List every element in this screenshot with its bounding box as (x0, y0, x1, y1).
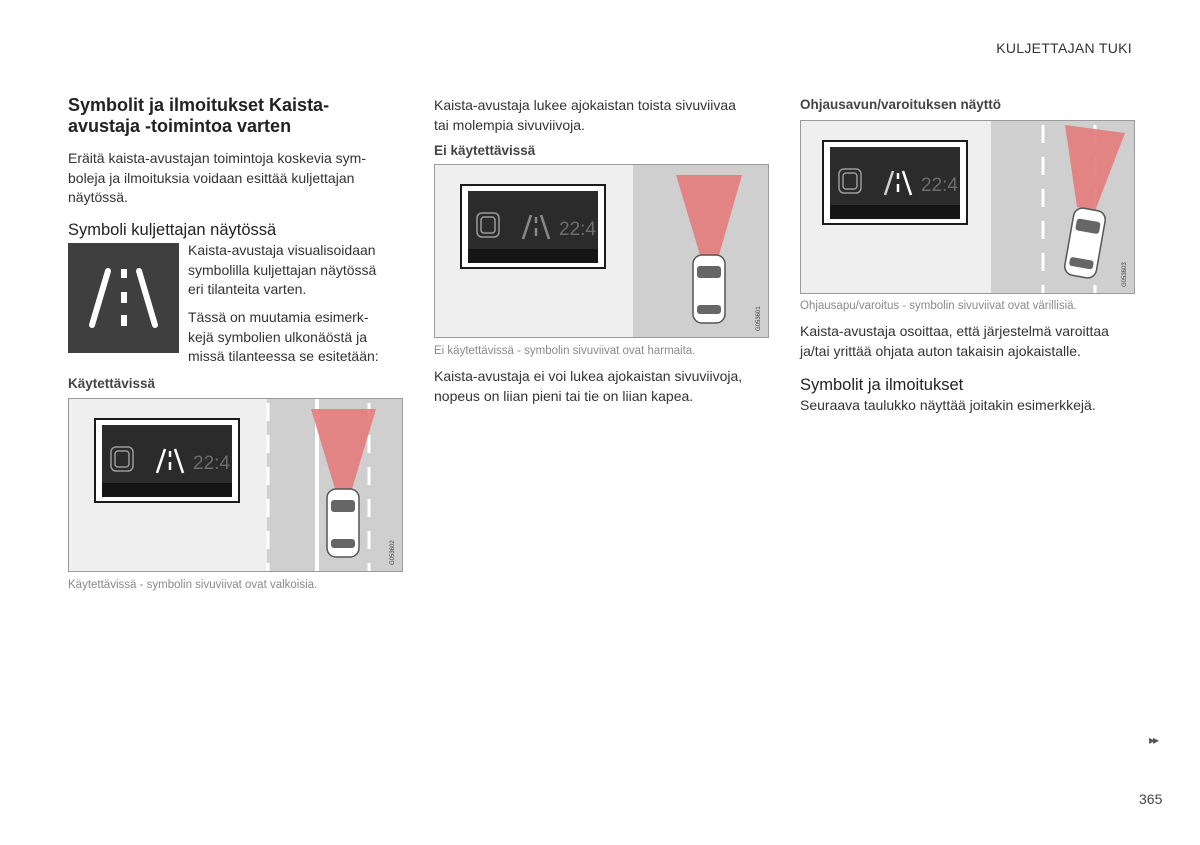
lane-assist-icon (68, 243, 179, 353)
display-clock: 22:4 (559, 219, 596, 240)
symbol-subtitle: Symboli kuljettajan näytössä (68, 221, 277, 239)
not-available-heading: Ei käytettävissä (434, 143, 536, 158)
col2-body: Kaista-avustaja ei voi lukea ajokaistan sivuviivoja, nopeus on liian pieni tai tie on liian kapea. (434, 368, 743, 404)
display-clock: 22:4 (193, 453, 230, 474)
section-header: KULJETTAJAN TUKI (996, 40, 1132, 56)
col2-intro: Kaista-avustaja lukee ajokaistan toista sivuviivaa tai molempia sivuviivoja. (434, 97, 736, 133)
figure-not-available (434, 164, 769, 338)
col3-body: Kaista-avustaja osoittaa, että järjestelmä varoittaa ja/tai yrittää ohjata auton takaisin ajokaistalle. (800, 323, 1109, 359)
figure-code: G053603 (1122, 262, 1128, 287)
intro-paragraph: Eräitä kaista-avustajan toimintoja koskevia sym- boleja ja ilmoituksia voidaan esittää kuljettajan näytössä. (68, 150, 367, 205)
available-heading: Käytettävissä (68, 376, 156, 391)
figure-available (68, 398, 403, 572)
figure-code: G053602 (390, 540, 396, 565)
double-chevron-right-icon: ▸▸ (1149, 733, 1158, 747)
figure-caption-not-available: Ei käytettävissä - symbolin sivuviivat ovat harmaita. (434, 345, 696, 357)
figure-warning (800, 120, 1135, 294)
symbol-description-1: Kaista-avustaja visualisoidaan symbolilla kuljettajan näytössä eri tilanteita varten. (188, 242, 377, 297)
symbols-subtitle-body: Seuraava taulukko näyttää joitakin esimerkkejä. (800, 397, 1096, 413)
figure-caption-available: Käytettävissä - symbolin sivuviivat ovat valkoisia. (68, 579, 318, 591)
figure-caption-warning: Ohjausapu/varoitus - symbolin sivuviivat ovat värillisiä. (800, 300, 1077, 312)
car-top-view (327, 489, 359, 557)
page-title: Symbolit ja ilmoitukset Kaista- avustaja -toimintoa varten (68, 95, 330, 136)
car-top-view (693, 255, 725, 323)
warning-heading: Ohjausavun/varoituksen näyttö (800, 97, 1002, 112)
lane-assist-symbol-image (68, 243, 179, 353)
symbols-subtitle: Symbolit ja ilmoitukset (800, 376, 964, 394)
page-number: 365 (1139, 791, 1163, 807)
figure-code: G053601 (756, 306, 762, 331)
symbol-description-2: Tässä on muutamia esimerk- kejä symbolien ulkonäöstä ja missä tilanteessa se esitetään: (188, 309, 379, 364)
display-clock: 22:4 (921, 175, 958, 196)
